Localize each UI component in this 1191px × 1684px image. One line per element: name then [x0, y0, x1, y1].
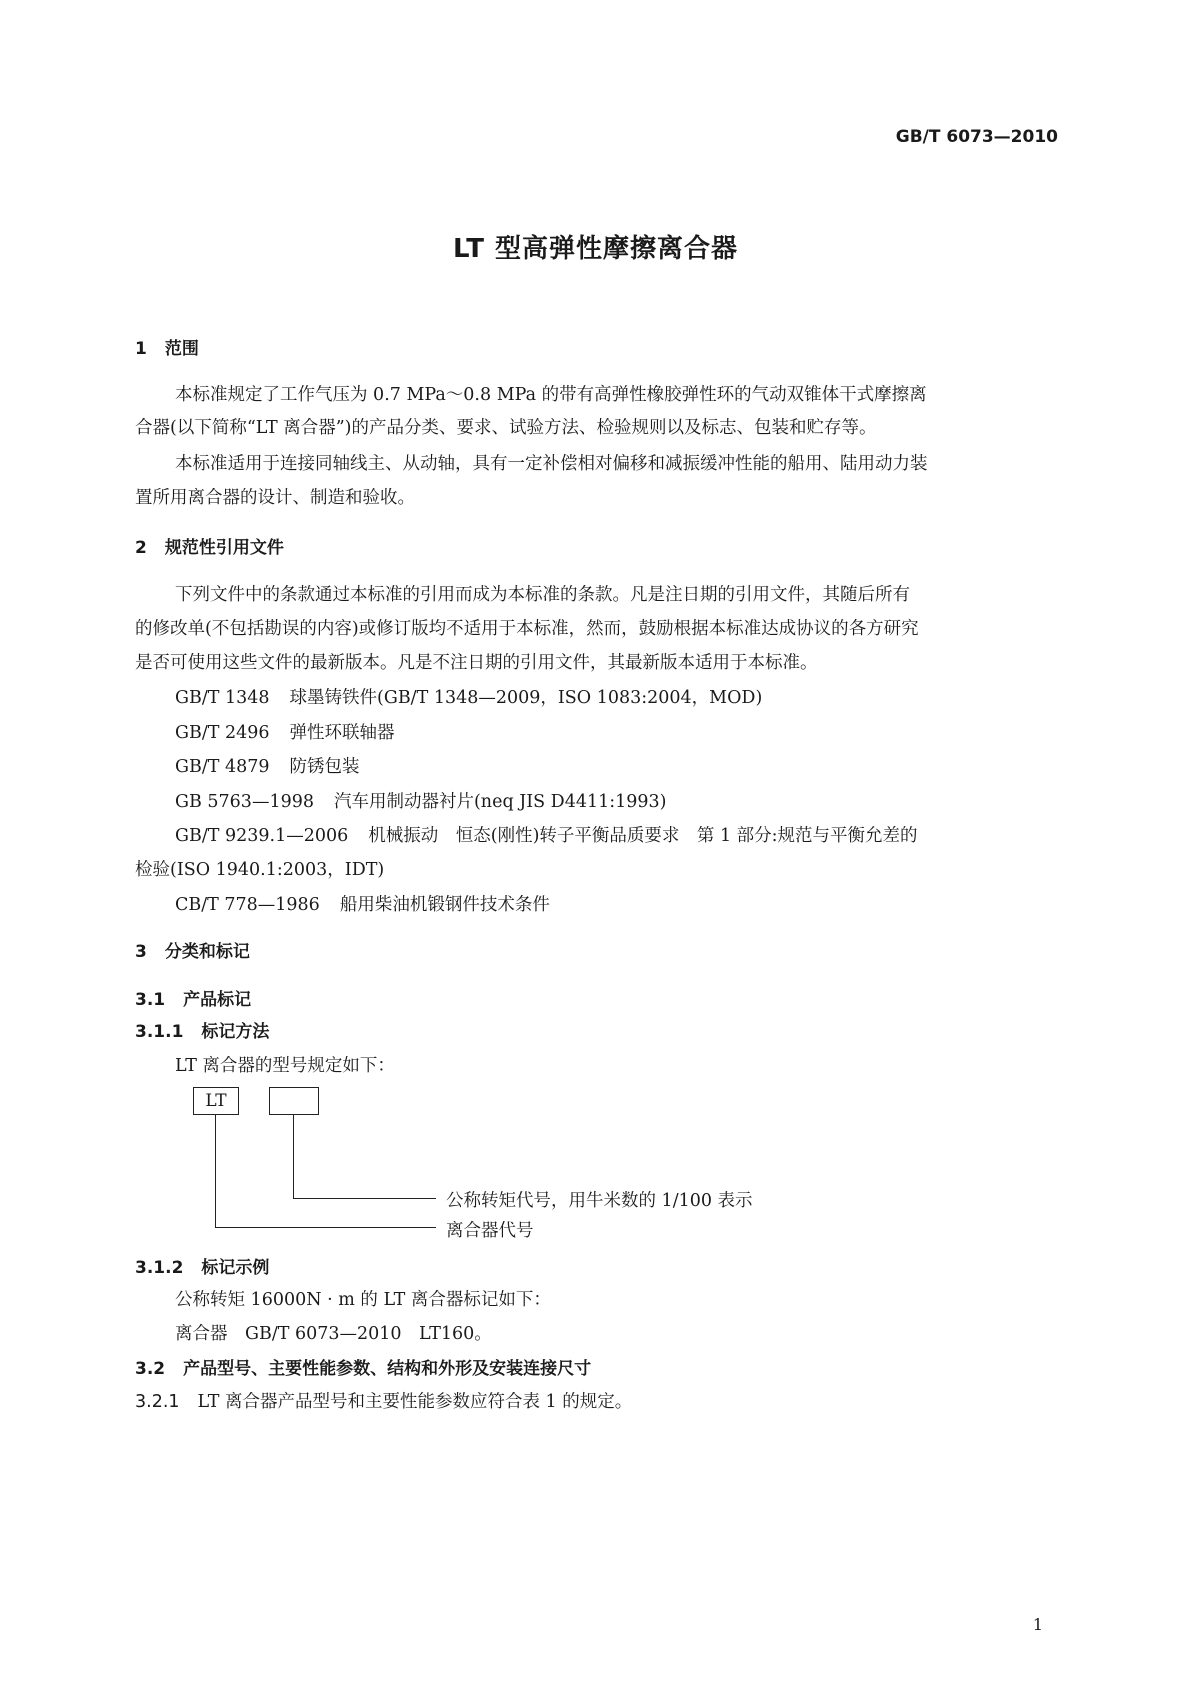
section-title: 分类和标记	[164, 942, 250, 962]
section-number: 2	[135, 538, 147, 558]
reference-code: GB/T 2496	[175, 723, 270, 743]
section-number: 3.1.1	[135, 1022, 184, 1042]
reference-continuation: 检验(ISO 1940.1:2003，IDT)	[135, 860, 385, 880]
subsection-3-1-heading	[135, 985, 251, 1010]
standard-code: GB/T 6073—2010	[895, 127, 1058, 147]
reference-code: GB/T 4879	[175, 757, 270, 777]
reference-title: 船用柴油机锻钢件技术条件	[339, 895, 550, 915]
reference-code: GB 5763—1998	[175, 792, 314, 812]
subsection-3-1-2-heading	[135, 1253, 269, 1278]
reference-code: GB/T 1348	[175, 688, 270, 708]
reference-code: CB/T 778—1986	[175, 895, 320, 915]
section-number: 3.1.2	[135, 1258, 184, 1278]
section-number: 1	[135, 339, 147, 359]
leader-line	[215, 1227, 436, 1228]
reference-title: 机械振动 恒态(刚性)转子平衡品质要求 第 1 部分:规范与平衡允差的	[368, 826, 918, 846]
section-title: 规范性引用文件	[164, 538, 284, 558]
section-number: 3	[135, 942, 147, 962]
section-1-heading	[135, 334, 199, 359]
paragraph-line: 下列文件中的条款通过本标准的引用而成为本标准的条款。凡是注日期的引用文件，其随后所有	[175, 585, 910, 605]
torque-code-label: 公称转矩代号，用牛米数的 1/100 表示	[446, 1191, 753, 1211]
paragraph-line: 公称转矩 16000N · m 的 LT 离合器标记如下：	[175, 1290, 551, 1310]
subsection-3-2-1	[135, 1388, 632, 1413]
paragraph-line: 的修改单(不包括勘误的内容)或修订版均不适用于本标准，然而，鼓励根据本标准达成协议的各方研究	[135, 619, 919, 639]
reference-item	[175, 788, 667, 813]
paragraph-line: 合器(以下简称“LT 离合器”)的产品分类、要求、试验方法、检验规则以及标志、包装和贮存等。	[135, 418, 877, 438]
page-number: 1	[1032, 1615, 1043, 1634]
reference-item	[175, 753, 360, 778]
paragraph-line: 本标准适用于连接同轴线主、从动轴，具有一定补偿相对偏移和减振缓冲性能的船用、陆用动力装	[175, 454, 928, 474]
document-title: LT 型高弹性摩擦离合器	[452, 234, 739, 264]
leader-line	[293, 1115, 294, 1199]
section-title: 产品标记	[183, 990, 252, 1010]
paragraph-text: LT 离合器产品型号和主要性能参数应符合表 1 的规定。	[197, 1392, 633, 1412]
clutch-code-label: 离合器代号	[446, 1221, 534, 1241]
section-title: 标记方法	[201, 1022, 270, 1042]
reference-title: 弹性环联轴器	[289, 723, 395, 743]
leader-line	[293, 1198, 436, 1199]
paragraph-line: 置所用离合器的设计、制造和验收。	[135, 488, 415, 508]
section-3-heading	[135, 937, 250, 962]
reference-title: 球墨铸铁件(GB/T 1348—2009，ISO 1083:2004，MOD)	[289, 688, 763, 708]
reference-item	[175, 822, 918, 847]
reference-item	[175, 719, 395, 744]
paragraph-line: 是否可使用这些文件的最新版本。凡是不注日期的引用文件，其最新版本适用于本标准。	[135, 653, 818, 673]
paragraph-line: 本标准规定了工作气压为 0.7 MPa～0.8 MPa 的带有高弹性橡胶弹性环的气动双锥体干式摩擦离	[175, 385, 927, 405]
subsection-3-2-heading	[135, 1354, 591, 1379]
section-number: 3.2	[135, 1359, 166, 1379]
reference-item	[175, 891, 550, 916]
section-title: 产品型号、主要性能参数、结构和外形及安装连接尺寸	[183, 1359, 592, 1379]
reference-item	[175, 684, 762, 709]
subsection-3-1-1-heading	[135, 1017, 269, 1042]
reference-code: GB/T 9239.1—2006	[175, 826, 349, 846]
torque-code-box	[269, 1087, 319, 1115]
section-number: 3.2.1	[135, 1392, 180, 1412]
section-2-heading	[135, 533, 284, 558]
model-prefix-box: LT	[193, 1087, 239, 1115]
section-title: 范围	[164, 339, 199, 359]
reference-title: 防锈包装	[289, 757, 360, 777]
leader-line	[215, 1115, 216, 1228]
paragraph-line: 离合器 GB/T 6073—2010 LT160。	[175, 1324, 492, 1344]
section-title: 标记示例	[201, 1258, 270, 1278]
paragraph-line: LT 离合器的型号规定如下：	[175, 1056, 395, 1076]
section-number: 3.1	[135, 990, 166, 1010]
reference-title: 汽车用制动器衬片(neq JIS D4411:1993)	[333, 792, 667, 812]
